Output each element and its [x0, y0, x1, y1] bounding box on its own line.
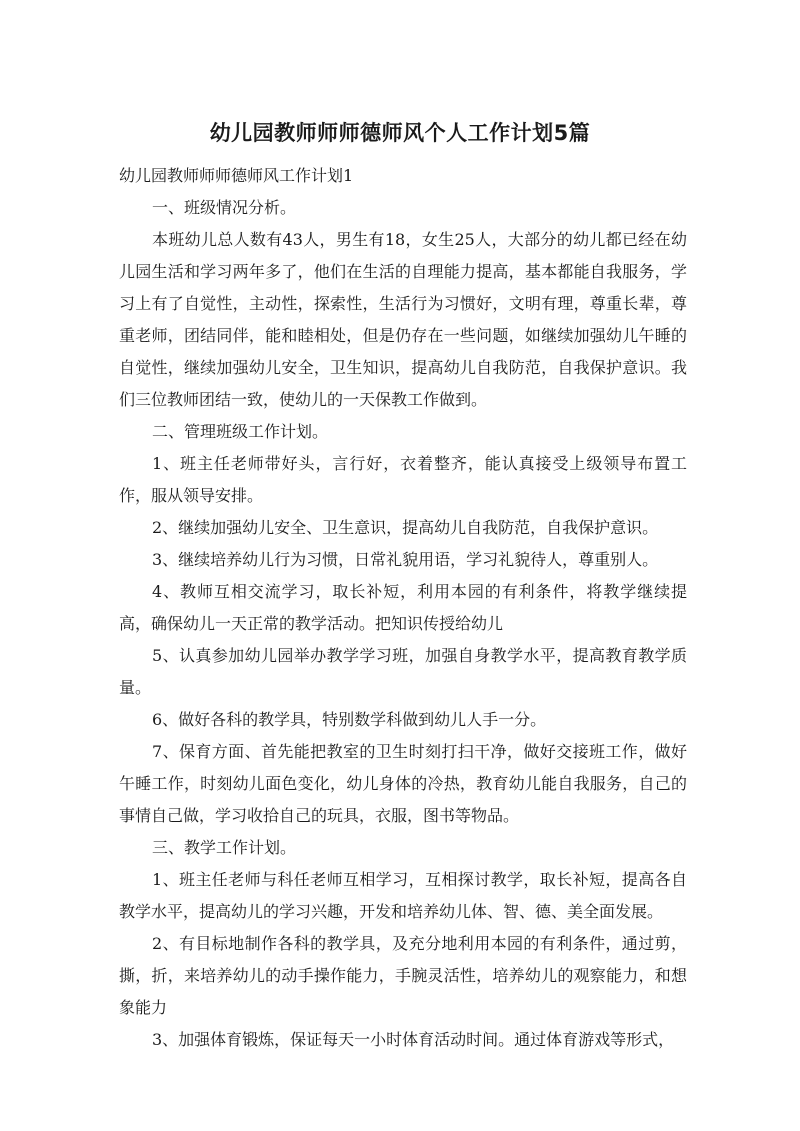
paragraph: 1、班主任老师带好头，言行好，衣着整齐，能认真接受上级领导布置工作，服从领导安排。: [119, 454, 687, 505]
paragraph: 2、继续加强幼儿安全、卫生意识，提高幼儿自我防范，自我保护意识。: [152, 518, 659, 537]
document-title: 幼儿园教师师师德师风个人工作计划5篇: [209, 121, 591, 145]
paragraph: 1、班主任老师与科任老师互相学习，互相探讨教学，取长补短，提高各自教学水平，提高幼儿的学习兴趣，开发和培养幼儿体、智、德、美全面发展。: [119, 870, 687, 921]
paragraph: 6、做好各科的教学具，特别数学科做到幼儿人手一分。: [152, 710, 547, 729]
section-heading: 幼儿园教师师师德师风工作计划1: [119, 166, 354, 185]
paragraph: 5、认真参加幼儿园举办教学学习班，加强自身教学水平，提高教育教学质量。: [119, 646, 687, 697]
paragraph: 3、继续培养幼儿行为习惯，日常礼貌用语，学习礼貌待人，尊重别人。: [152, 550, 659, 569]
paragraph: 三、教学工作计划。: [152, 838, 297, 857]
paragraph: 一、班级情况分析。: [152, 198, 297, 217]
paragraph: 7、保育方面、首先能把教室的卫生时刻打扫干净，做好交接班工作，做好午睡工作，时刻幼儿面色变化，幼儿身体的冷热，教育幼儿能自我服务，自己的事情自己做，学习收拾自己的玩具，衣服，图书等物品。: [119, 742, 687, 825]
paragraph: 本班幼儿总人数有43人，男生有18，女生25人，大部分的幼儿都已经在幼儿园生活和学习两年多了，他们在生活的自理能力提高，基本都能自我服务，学习上有了自觉性，主动性，探索性，生活行为习惯好，文明有理，尊重长辈，尊重老师，团结同伴，能和睦相处，但是仍存在一些问题，如继续加强幼儿午睡的自觉性，继续加强幼儿安全，卫生知识，提高幼儿自我防范，自我保护意识。我们三位教师团结一致，使幼儿的一天保教工作做到。: [119, 230, 687, 409]
document-body: [119, 160, 687, 1056]
paragraph: 2、有目标地制作各科的教学具，及充分地利用本园的有利条件，通过剪，撕，折，来培养幼儿的动手操作能力，手腕灵活性，培养幼儿的观察能力，和想象能力: [119, 934, 687, 1017]
paragraph: 二、管理班级工作计划。: [152, 422, 329, 441]
paragraph: 3、加强体育锻炼，保证每天一小时体育活动时间。通过体育游戏等形式，: [152, 1030, 675, 1049]
paragraph: 4、教师互相交流学习，取长补短，利用本园的有利条件，将教学继续提高，确保幼儿一天正常的教学活动。把知识传授给幼儿: [119, 582, 687, 633]
